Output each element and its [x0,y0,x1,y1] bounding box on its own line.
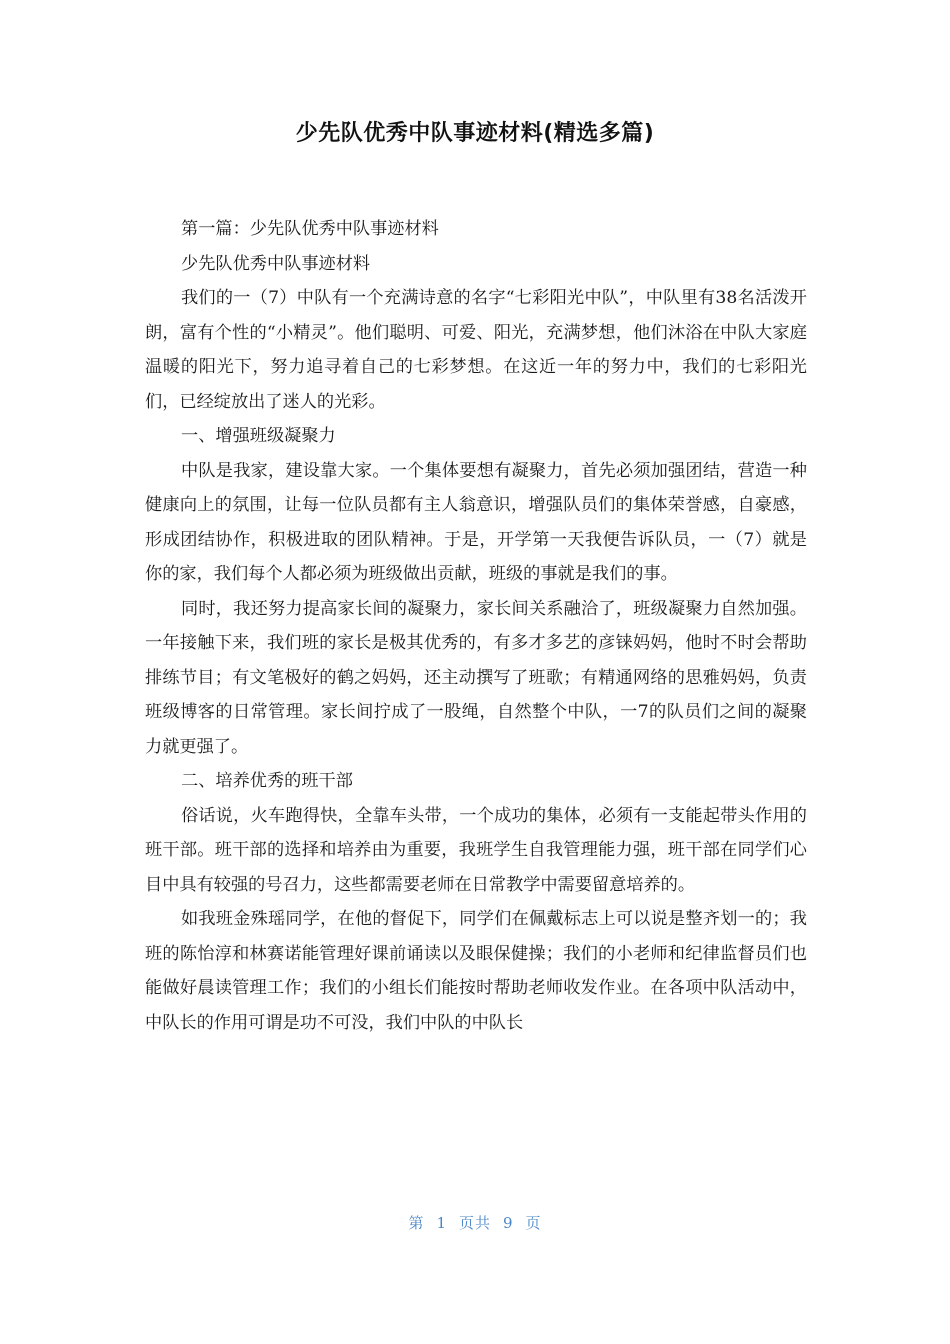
section-heading: 一、增强班级凝聚力 [181,426,336,446]
sub-heading: 少先队优秀中队事迹材料 [181,253,371,274]
footer-label-of: 页共 [458,1214,491,1232]
document-title: 少先队优秀中队事迹材料(精选多篇) [295,121,655,146]
document-body [145,212,807,1040]
paragraph: 俗话说，火车跑得快，全靠车头带，一个成功的集体，必须有一支能起带头作用的班干部。班干部的选择和培养由为重要，我班学生自我管理能力强，班干部在同学们心目中具有较强的号召力，这些都需要老师在日常教学中需要留意培养的。 [145,805,807,895]
page-footer [0,1212,950,1233]
section-heading: 二、培养优秀的班干部 [181,771,353,791]
footer-total-pages: 9 [503,1214,514,1232]
paragraph: 中队是我家，建设靠大家。一个集体要想有凝聚力，首先必须加强团结，营造一种健康向上的氛围，让每一位队员都有主人翁意识，增强队员们的集体荣誉感，自豪感，形成团结协作，积极进取的团队精神。于是，开学第一天我便告诉队员，一（7）就是你的家，我们每个人都必须为班级做出贡献，班级的事就是我们的事。 [145,460,807,584]
footer-current-page: 1 [436,1214,447,1232]
footer-label-page: 第 [408,1214,425,1232]
paragraph: 如我班金殊瑶同学，在他的督促下，同学们在佩戴标志上可以说是整齐划一的；我班的陈怡淳和林赛诺能管理好课前诵读以及眼保健操；我们的小老师和纪律监督员们也能做好晨读管理工作；我们的小组长们能按时帮助老师收发作业。在各项中队活动中，中队长的作用可谓是功不可没，我们中队的中队长 [145,909,807,1033]
section-heading: 第一篇：少先队优秀中队事迹材料 [181,219,439,239]
paragraph: 同时，我还努力提高家长间的凝聚力，家长间关系融洽了，班级凝聚力自然加强。一年接触下来，我们班的家长是极其优秀的，有多才多艺的彦铼妈妈，他时不时会帮助排练节目；有文笔极好的鹤之妈妈，还主动撰写了班歌；有精通网络的思雅妈妈，负责班级博客的日常管理。家长间拧成了一股绳，自然整个中队，一7的队员们之间的凝聚力就更强了。 [145,598,807,757]
footer-label-end: 页 [525,1214,542,1232]
paragraph: 我们的一（7）中队有一个充满诗意的名字“七彩阳光中队”，中队里有38名活泼开朗，富有个性的“小精灵”。他们聪明、可爱、阳光，充满梦想，他们沐浴在中队大家庭温暖的阳光下，努力追寻着自己的七彩梦想。在这近一年的努力中，我们的七彩阳光们，已经绽放出了迷人的光彩。 [145,288,807,412]
